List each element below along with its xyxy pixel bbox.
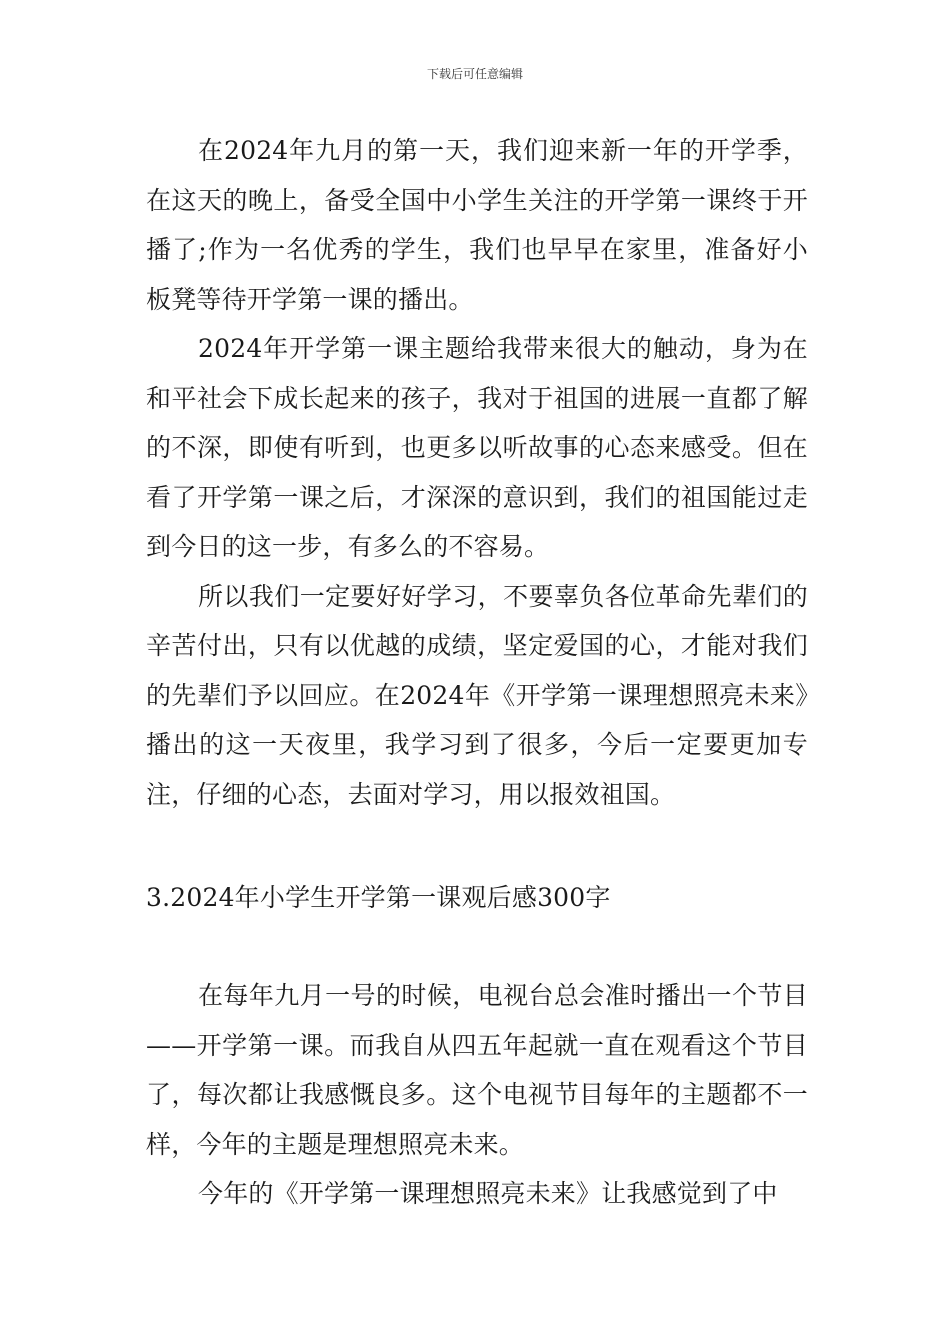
paragraph: 在每年九月一号的时候，电视台总会准时播出一个节目——开学第一课。而我自从四五年起就一直在观看这个节目了，每次都让我感慨良多。这个电视节目每年的主题都不一样，今年的主题是理想照亮未来。 — [146, 981, 808, 1159]
paragraph: 2024年开学第一课主题给我带来很大的触动，身为在和平社会下成长起来的孩子，我对于祖国的进展一直都了解的不深，即使有听到，也更多以听故事的心态来感受。但在看了开学第一课之后，才深深的意识到，我们的祖国能过走到今日的这一步，有多么的不容易。 — [146, 334, 808, 561]
section-heading-block — [146, 873, 808, 923]
essay-section-1 — [146, 126, 808, 819]
essay-section-2 — [146, 971, 808, 1219]
section-heading: 3.2024年小学生开学第一课观后感300字 — [146, 883, 611, 912]
paragraph: 在2024年九月的第一天，我们迎来新一年的开学季，在这天的晚上，备受全国中小学生关注的开学第一课终于开播了;作为一名优秀的学生，我们也早早在家里，准备好小板凳等待开学第一课的播出。 — [146, 136, 808, 314]
page-header: 下载后可任意编辑 — [426, 67, 523, 81]
paragraph: 今年的《开学第一课理想照亮未来》让我感觉到了中 — [198, 1179, 778, 1208]
paragraph: 所以我们一定要好好学习，不要辜负各位革命先辈们的辛苦付出，只有以优越的成绩，坚定爱国的心，才能对我们的先辈们予以回应。在2024年《开学第一课理想照亮未来》播出的这一天夜里，我学习到了很多，今后一定要更加专注，仔细的心态，去面对学习，用以报效祖国。 — [146, 581, 808, 809]
